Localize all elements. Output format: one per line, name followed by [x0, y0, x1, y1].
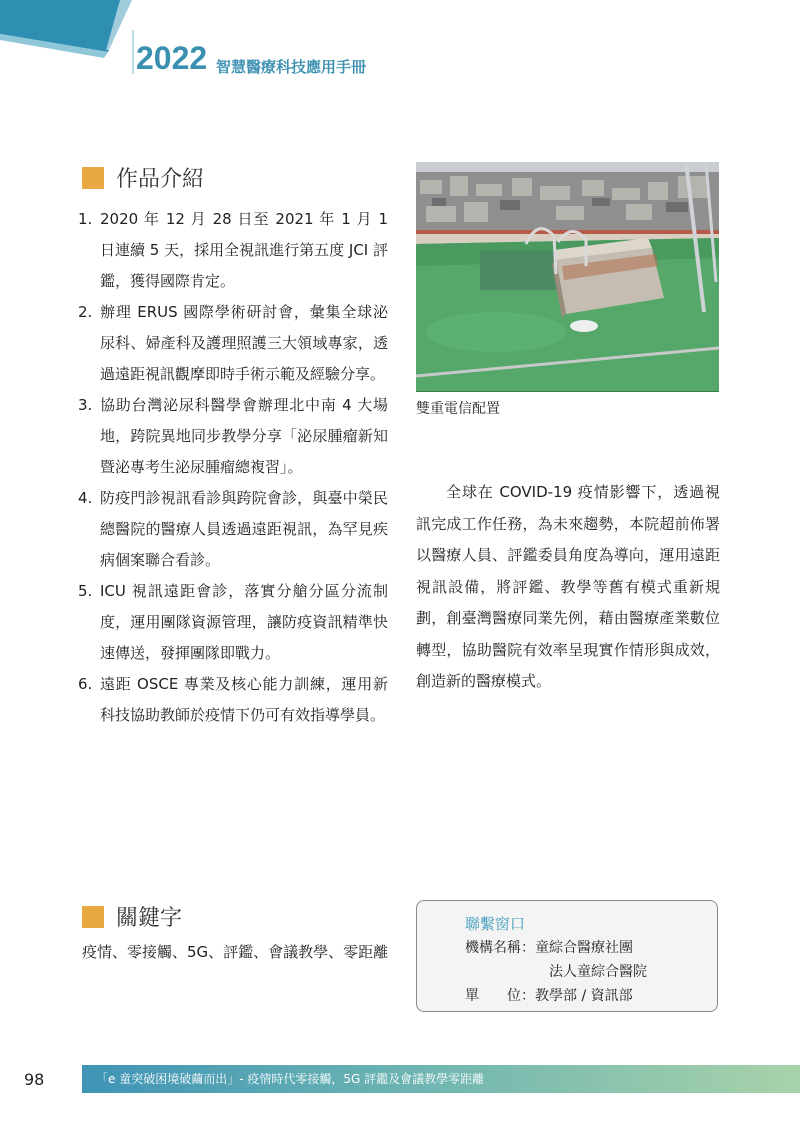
- contact-title: 聯繫窗口: [465, 915, 526, 933]
- section-marker-icon: [82, 167, 104, 189]
- list-item: 4. 防疫門診視訊看診與跨院會診，與臺中榮民總醫院的醫療人員透過遠距視訊，為罕見疾病個案聯合看診。: [78, 489, 388, 569]
- contact-org-label: 機構名稱：: [465, 940, 535, 956]
- section-title: 關鍵字: [116, 906, 183, 931]
- intro-list: [78, 204, 388, 731]
- rooftop-photo: [416, 162, 719, 392]
- list-item: 6. 遠距 OSCE 專業及核心能力訓練，運用新科技協助教師於疫情下仍可有效指導學員。: [78, 675, 388, 724]
- list-item: 2. 辦理 ERUS 國際學術研討會，彙集全球泌尿科、婦產科及護理照護三大領域專家，透過遠距視訊觀摩即時手術示範及經驗分享。: [78, 303, 388, 383]
- section-marker-icon: [82, 906, 104, 928]
- list-item: 1. 2020 年 12 月 28 日至 2021 年 1 月 1 日連續 5 天，採用全視訊進行第五度 JCI 評鑑，獲得國際肯定。: [78, 210, 388, 290]
- photo-caption: 雙重電信配置: [416, 401, 500, 417]
- footer-bar: [82, 1065, 800, 1093]
- contact-box: [416, 900, 718, 1012]
- header-corner-decoration: [0, 0, 140, 60]
- contact-org-row: [465, 937, 633, 957]
- contact-org-row-2: 法人童綜合醫院: [549, 964, 647, 980]
- section-title: 作品介紹: [116, 167, 205, 192]
- page-number: 98: [24, 1070, 45, 1089]
- description-paragraph: 全球在 COVID-19 疫情影響下，透過視訊完成工作任務，為未來趨勢，本院超前佈署以醫療人員、評鑑委員角度為導向，運用遠距視訊設備，將評鑑、教學等舊有模式重新規劃，創臺灣醫療同業先例，藉由醫療產業數位轉型，協助醫院有效率呈現實作情形與成效，創造新的醫療模式。: [416, 483, 720, 690]
- keywords-text: 疫情、零接觸、5G、評鑑、會議教學、零距離: [82, 943, 389, 961]
- footer-text: 「e 童突破困境破繭而出」- 疫情時代零接觸，5G 評鑑及會議教學零距離: [96, 1072, 485, 1086]
- header-year: 2022: [136, 40, 208, 76]
- section-heading-keywords: [82, 901, 182, 932]
- rooftop-illustration: [416, 162, 719, 392]
- list-item: 3. 協助台灣泌尿科醫學會辦理北中南 4 大場地，跨院異地同步教學分享「泌尿腫瘤新知暨泌專考生泌尿腫瘤總複習」。: [78, 396, 388, 476]
- contact-dept-value: 教學部 / 資訊部: [535, 988, 633, 1004]
- contact-org-value: 童綜合醫療社團: [535, 940, 633, 956]
- contact-dept-label: 單 位：: [465, 988, 535, 1004]
- list-item: 5. ICU 視訊遠距會診，落實分艙分區分流制度，運用團隊資源管理，讓防疫資訊精準快速傳送，發揮團隊即戰力。: [78, 582, 388, 662]
- header-title: 智慧醫療科技應用手冊: [216, 58, 367, 76]
- section-heading-intro: [82, 162, 204, 193]
- header-divider: [132, 30, 134, 74]
- contact-dept-row: [465, 985, 633, 1005]
